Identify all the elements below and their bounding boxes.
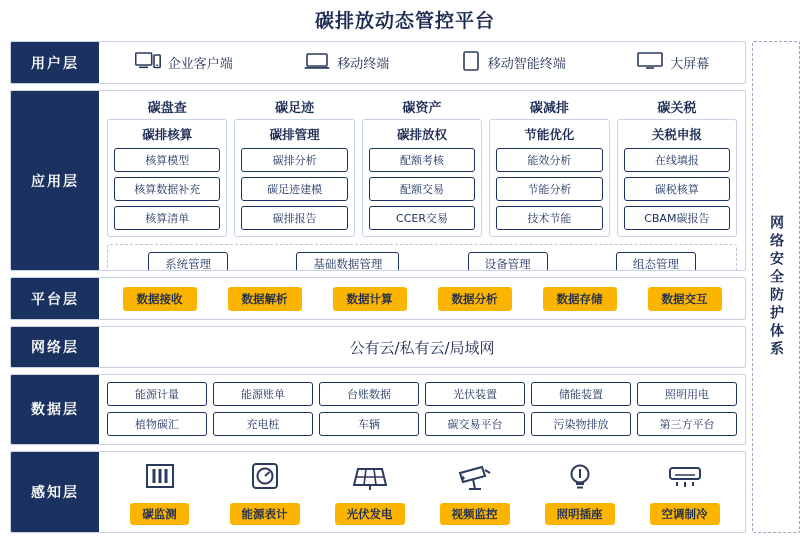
ac-icon bbox=[666, 457, 704, 497]
app-chip[interactable]: CCER交易 bbox=[369, 206, 475, 230]
data-chip[interactable]: 照明用电 bbox=[637, 382, 737, 406]
network-text: 公有云/私有云/局域网 bbox=[349, 338, 495, 357]
app-column-title: 碳资产 bbox=[402, 101, 442, 117]
data-chip[interactable]: 能源账单 bbox=[213, 382, 313, 406]
platform-chip[interactable]: 数据交互 bbox=[648, 287, 722, 311]
data-chip[interactable]: 台账数据 bbox=[319, 382, 419, 406]
app-column-carbon-tariff bbox=[617, 97, 737, 237]
layer-platform bbox=[10, 277, 746, 320]
desktop-icon bbox=[135, 52, 161, 74]
app-bottom-chip[interactable]: 系统管理 bbox=[148, 252, 228, 271]
app-bottom-chip[interactable]: 组态管理 bbox=[616, 252, 696, 271]
lamp-icon bbox=[563, 457, 597, 497]
app-column-title: 碳减排 bbox=[529, 101, 569, 117]
sense-item-label: 空调制冷 bbox=[650, 503, 720, 525]
layer-network-body bbox=[99, 327, 745, 366]
sense-item-energy-meter[interactable] bbox=[212, 457, 317, 525]
sense-item-label: 光伏发电 bbox=[335, 503, 405, 525]
app-chip[interactable]: CBAM碳报告 bbox=[624, 206, 730, 230]
app-management-bar bbox=[107, 244, 737, 271]
platform-chip[interactable]: 数据分析 bbox=[438, 287, 512, 311]
app-column-carbon-reduction bbox=[489, 97, 609, 237]
user-item-mobile-terminal[interactable] bbox=[304, 52, 389, 74]
platform-chip[interactable]: 数据计算 bbox=[333, 287, 407, 311]
data-row bbox=[107, 382, 737, 406]
data-chip[interactable]: 植物碳汇 bbox=[107, 412, 207, 436]
sense-item-carbon-monitor[interactable] bbox=[107, 457, 212, 525]
app-column-subtitle: 节能优化 bbox=[524, 127, 575, 143]
sense-item-video-monitor[interactable] bbox=[422, 457, 527, 525]
layer-platform-body bbox=[99, 278, 745, 319]
app-chip[interactable]: 碳足迹建模 bbox=[241, 177, 347, 201]
app-column-subtitle: 碳排核算 bbox=[142, 127, 193, 143]
data-chip[interactable]: 光伏装置 bbox=[425, 382, 525, 406]
platform-chip[interactable]: 数据解析 bbox=[228, 287, 302, 311]
data-chip[interactable]: 污染物排放 bbox=[531, 412, 631, 436]
sense-item-label: 照明插座 bbox=[545, 503, 615, 525]
layer-user-label: 用户层 bbox=[11, 42, 99, 83]
app-chip[interactable]: 技术节能 bbox=[496, 206, 602, 230]
network-security-label: 网络安全防护体系 bbox=[768, 215, 784, 359]
layer-application-label: 应用层 bbox=[11, 91, 99, 270]
network-security-sidebar bbox=[752, 41, 800, 533]
user-item-enterprise-client[interactable] bbox=[135, 52, 233, 74]
app-column-title: 碳盘查 bbox=[147, 101, 187, 117]
layer-user-body bbox=[99, 42, 745, 83]
platform-chip[interactable]: 数据接收 bbox=[123, 287, 197, 311]
app-column-title: 碳关税 bbox=[657, 101, 697, 117]
app-column-carbon-inventory bbox=[107, 97, 227, 237]
data-chip[interactable]: 第三方平台 bbox=[637, 412, 737, 436]
layer-application-body bbox=[99, 91, 745, 270]
layer-user bbox=[10, 41, 746, 84]
data-chip[interactable]: 充电桩 bbox=[213, 412, 313, 436]
layer-platform-label: 平台层 bbox=[11, 278, 99, 319]
app-chip[interactable]: 核算清单 bbox=[114, 206, 220, 230]
app-chip[interactable]: 核算数据补充 bbox=[114, 177, 220, 201]
monitor-icon bbox=[637, 52, 663, 74]
app-column-subtitle: 碳排管理 bbox=[269, 127, 320, 143]
sense-item-solar[interactable] bbox=[317, 457, 422, 525]
laptop-icon bbox=[304, 52, 330, 74]
app-column-carbon-asset bbox=[362, 97, 482, 237]
layer-sense-label: 感知层 bbox=[11, 452, 99, 532]
layer-network-label: 网络层 bbox=[11, 327, 99, 366]
user-item-smart-terminal[interactable] bbox=[461, 51, 566, 75]
camera-icon bbox=[456, 457, 494, 497]
app-chip[interactable]: 碳税核算 bbox=[624, 177, 730, 201]
app-bottom-chip[interactable]: 基础数据管理 bbox=[296, 252, 399, 271]
carbon-monitor-icon bbox=[143, 457, 177, 497]
sense-item-label: 能源表计 bbox=[230, 503, 300, 525]
sense-item-air-conditioning[interactable] bbox=[632, 457, 737, 525]
layer-sense bbox=[10, 451, 746, 533]
app-chip[interactable]: 在线填报 bbox=[624, 148, 730, 172]
layer-data-label: 数据层 bbox=[11, 375, 99, 444]
meter-icon bbox=[248, 457, 282, 497]
sense-item-label: 碳监测 bbox=[130, 503, 189, 525]
layer-stack bbox=[10, 41, 746, 533]
layer-sense-body bbox=[99, 452, 745, 532]
user-item-label: 企业客户端 bbox=[167, 57, 233, 73]
app-chip[interactable]: 配额考核 bbox=[369, 148, 475, 172]
solar-panel-icon bbox=[351, 457, 389, 497]
app-column-title: 碳足迹 bbox=[275, 101, 315, 117]
sense-item-label: 视频监控 bbox=[440, 503, 510, 525]
user-item-big-screen[interactable] bbox=[637, 52, 709, 74]
layer-data-body bbox=[99, 375, 745, 444]
sense-item-lighting[interactable] bbox=[527, 457, 632, 525]
user-item-label: 大屏幕 bbox=[670, 57, 710, 73]
app-chip[interactable]: 碳排报告 bbox=[241, 206, 347, 230]
app-column-carbon-footprint bbox=[234, 97, 354, 237]
data-chip[interactable]: 能源计量 bbox=[107, 382, 207, 406]
app-chip[interactable]: 能效分析 bbox=[496, 148, 602, 172]
page-title: 碳排放动态管控平台 bbox=[314, 10, 495, 32]
user-item-label: 移动智能终端 bbox=[487, 57, 566, 73]
app-chip[interactable]: 核算模型 bbox=[114, 148, 220, 172]
data-row bbox=[107, 412, 737, 436]
layer-network bbox=[10, 326, 746, 367]
app-chip[interactable]: 节能分析 bbox=[496, 177, 602, 201]
app-bottom-chip[interactable]: 设备管理 bbox=[468, 252, 548, 271]
data-chip[interactable]: 储能装置 bbox=[531, 382, 631, 406]
user-item-label: 移动终端 bbox=[337, 57, 390, 73]
tablet-icon bbox=[461, 51, 481, 75]
app-column-subtitle: 关税申报 bbox=[651, 127, 702, 143]
app-chip[interactable]: 配额交易 bbox=[369, 177, 475, 201]
data-chip[interactable]: 碳交易平台 bbox=[425, 412, 525, 436]
diagram-body bbox=[10, 41, 800, 533]
data-chip[interactable]: 车辆 bbox=[319, 412, 419, 436]
platform-chip[interactable]: 数据存储 bbox=[543, 287, 617, 311]
layer-data bbox=[10, 374, 746, 445]
app-column-subtitle: 碳排放权 bbox=[397, 127, 448, 143]
app-chip[interactable]: 碳排分析 bbox=[241, 148, 347, 172]
layer-application bbox=[10, 90, 746, 271]
